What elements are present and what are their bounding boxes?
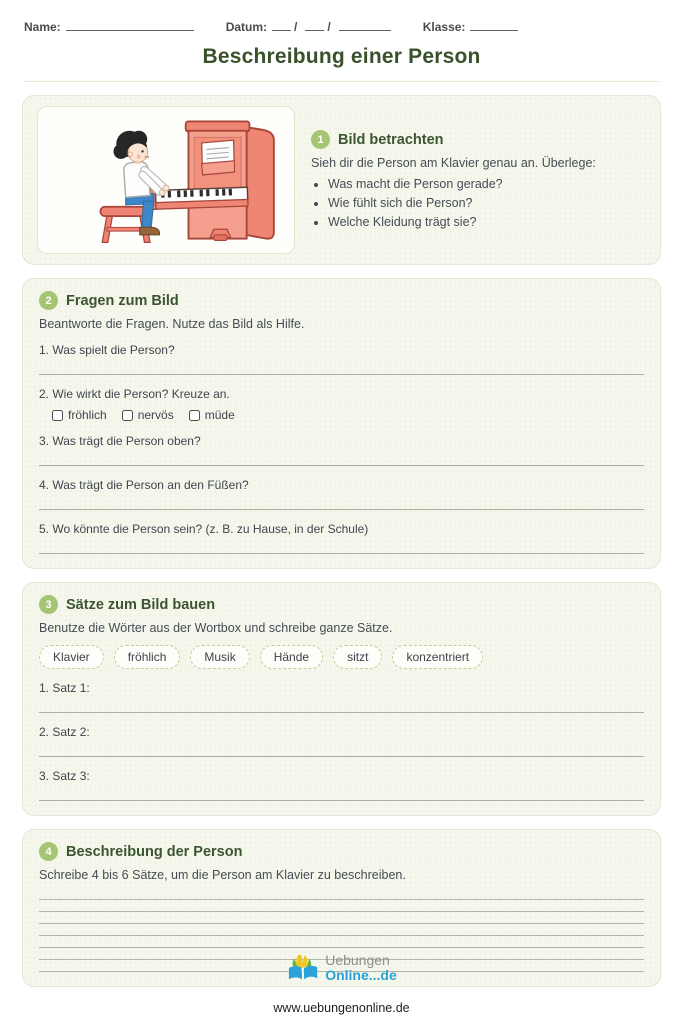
checkbox-option [52,408,107,422]
question-label: 5. Wo könnte die Person sein? (z. B. zu Hause, in der Schule) [39,522,369,536]
question-4 [39,478,644,510]
date-year-blank[interactable] [339,21,391,31]
uebungenonline-logo [286,952,397,984]
question-1 [39,343,644,375]
answer-line[interactable] [39,712,644,713]
answer-line[interactable] [39,553,644,554]
answer-line[interactable] [39,756,644,757]
section-2-panel [22,278,661,569]
sentence-2 [39,725,644,757]
section-number-badge: 4 [39,842,58,861]
date-day-blank[interactable] [272,21,291,31]
wordbox [39,645,644,669]
logo-text-top: Uebungen [325,952,390,969]
sentence-3 [39,769,644,801]
answer-line[interactable] [39,509,644,510]
word-chip: Hände [260,645,323,669]
question-label: 1. Was spielt die Person? [39,343,175,357]
question-2 [39,387,644,422]
open-book-icon [286,952,322,984]
date-month-blank[interactable] [305,21,324,31]
writing-line[interactable] [39,912,644,924]
date-slash: / [327,20,331,34]
answer-line[interactable] [39,465,644,466]
section-1-bullet-list [311,177,596,229]
section-3-heading [39,595,644,614]
section-number-badge: 1 [311,130,330,149]
section-2-intro: Beantworte die Fragen. Nutze das Bild als Hilfe. [39,317,305,331]
date-label: Datum: [225,20,268,34]
sentence-label: 1. Satz 1: [39,681,90,695]
section-number-badge: 3 [39,595,58,614]
class-field [423,20,519,34]
section-3-intro: Benutze die Wörter aus der Wortbox und schreibe ganze Sätze. [39,621,393,635]
question-3 [39,434,644,466]
checkbox-row [52,408,644,422]
date-slash: / [294,20,298,34]
checkbox[interactable] [189,410,200,421]
section-number-badge: 2 [39,291,58,310]
question-label: 3. Was trägt die Person oben? [39,434,201,448]
section-title: Fragen zum Bild [66,292,179,309]
checkbox-label: fröhlich [68,408,107,422]
question-label: 2. Wie wirkt die Person? Kreuze an. [39,387,230,401]
class-label: Klasse: [422,20,466,34]
section-4-heading [39,842,644,861]
word-chip: konzentriert [392,645,483,669]
section-4-intro: Schreibe 4 bis 6 Sätze, um die Person am Klavier zu beschreiben. [39,868,406,882]
bullet-item: • Was macht die Person gerade? [328,177,596,191]
checkbox-option [189,408,235,422]
word-chip: fröhlich [114,645,181,669]
writing-line[interactable] [39,936,644,948]
class-blank[interactable] [470,21,518,31]
question-5 [39,522,644,554]
checkbox-option [122,408,174,422]
section-1-panel [22,95,661,265]
header-fields [24,20,659,34]
sentence-label: 3. Satz 3: [39,769,90,783]
question-label: 4. Was trägt die Person an den Füßen? [39,478,249,492]
footer-url[interactable]: www.uebungenonline.de [273,1001,410,1015]
page-title: Beschreibung einer Person [202,45,481,68]
bullet-item: • Wie fühlt sich die Person? [328,196,596,210]
section-3-panel [22,582,661,816]
writing-line[interactable] [39,924,644,936]
checkbox-label: nervös [137,408,174,422]
illustration-box [37,106,295,254]
name-blank[interactable] [66,21,194,31]
footer [0,952,683,1015]
checkbox[interactable] [122,410,133,421]
section-title: Sätze zum Bild bauen [66,596,216,613]
piano-boy-illustration [47,112,285,248]
section-1-heading [311,130,596,149]
title-divider [24,81,659,82]
word-chip: Musik [190,645,249,669]
name-field [24,20,194,34]
bullet-item: • Welche Kleidung trägt sie? [328,215,596,229]
logo-text-bottom: Online...de [325,967,397,983]
checkbox[interactable] [52,410,63,421]
section-2-heading [39,291,644,310]
date-field [226,20,391,34]
answer-line[interactable] [39,374,644,375]
section-title: Beschreibung der Person [66,843,243,860]
word-chip: sitzt [333,645,382,669]
sentence-1 [39,681,644,713]
sentence-label: 2. Satz 2: [39,725,90,739]
name-label: Name: [24,20,61,34]
writing-line[interactable] [39,900,644,912]
word-chip: Klavier [39,645,104,669]
checkbox-label: müde [204,408,235,422]
section-1-intro: Sieh dir die Person am Klavier genau an. Überlege: [311,156,596,170]
section-title: Bild betrachten [338,131,444,148]
answer-line[interactable] [39,800,644,801]
